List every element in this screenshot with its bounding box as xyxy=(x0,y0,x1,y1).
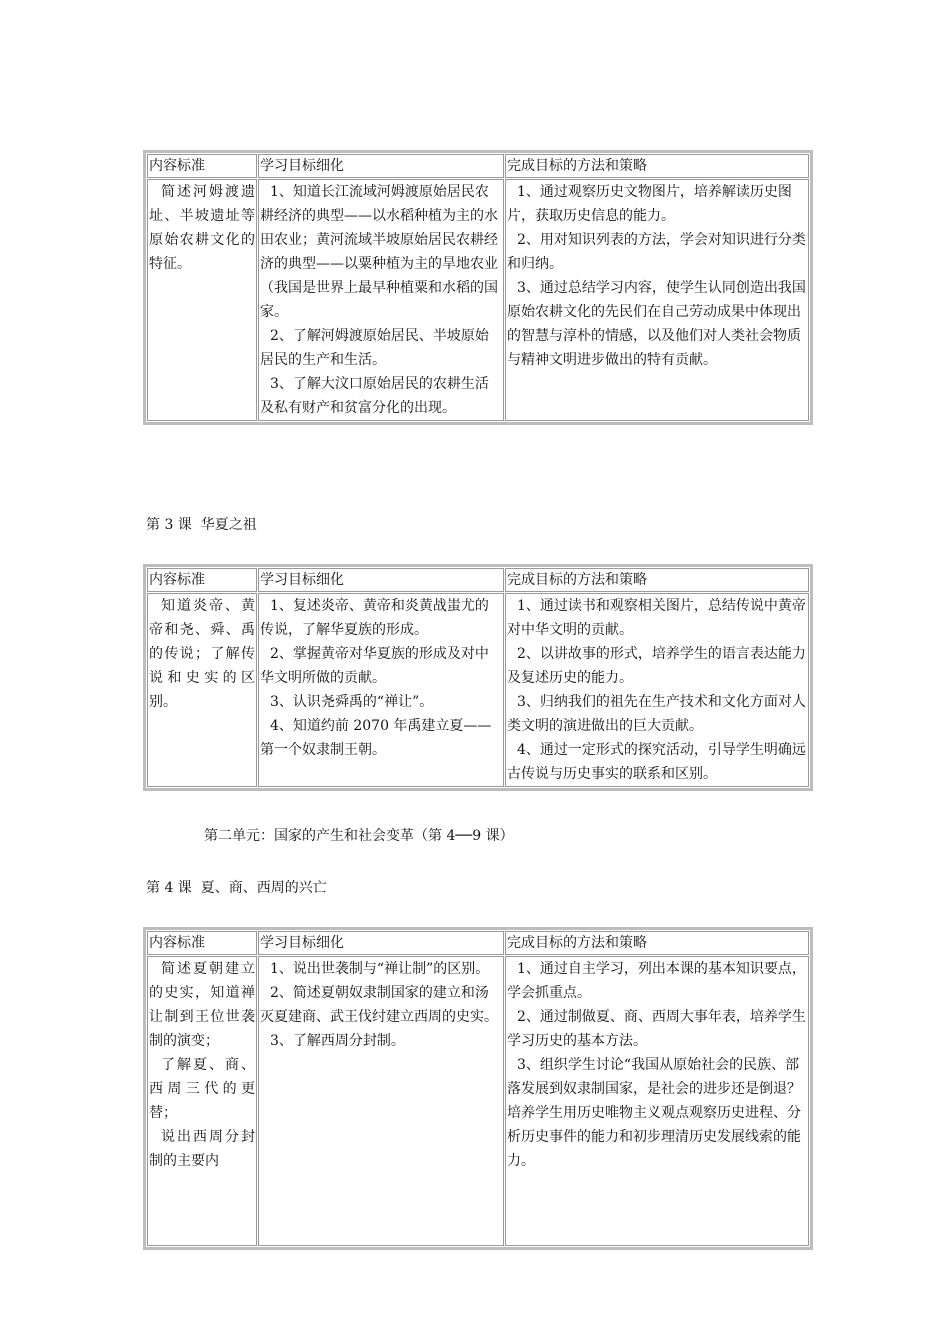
table-lesson4 xyxy=(143,927,813,1250)
method-item: 2、用对知识列表的方法，学会对知识进行分类和归纳。 xyxy=(507,232,806,272)
table-header-row xyxy=(147,568,809,592)
methods-cell xyxy=(505,593,809,787)
header-methods: 完成目标的方法和策略 xyxy=(505,154,809,178)
content-standard-text: 知道炎帝、黄帝和尧、舜、禹的传说；了解传说和史实的区别。 xyxy=(149,598,255,710)
goal-item: 2、了解河姆渡原始居民、半坡原始居民的生产和生活。 xyxy=(260,328,489,368)
learning-goals-cell xyxy=(258,956,504,1246)
method-item: 3、通过总结学习内容，使学生认同创造出我国原始农耕文化的先民们在自己劳动成果中体现出的智慧与淳朴的情感，以及他们对人类社会物质与精神文明进步做出的特有贡献。 xyxy=(507,280,806,368)
content-standard-text: 简述夏朝建立的史实，知道禅让制到王位世袭制的演变； xyxy=(149,961,255,1049)
goal-item: 4、知道约前 2070 年禹建立夏——第一个奴隶制王朝。 xyxy=(260,718,492,758)
method-item: 3、组织学生讨论“我国从原始社会的民族、部落发展到奴隶制国家，是社会的进步还是倒退？培养学生用历史唯物主义观点观察历史进程、分析历史事件的能力和初步理清历史发展线索的能力。 xyxy=(507,1057,801,1169)
header-methods: 完成目标的方法和策略 xyxy=(505,568,809,592)
header-methods: 完成目标的方法和策略 xyxy=(505,931,809,955)
lesson-title: 华夏之祖 xyxy=(200,517,257,533)
methods-cell xyxy=(505,956,809,1246)
content-standard-text: 说出西周分封制的主要内 xyxy=(149,1129,255,1169)
goal-item: 2、简述夏朝奴隶制国家的建立和汤灭夏建商、武王伐纣建立西周的史实。 xyxy=(260,985,498,1025)
table-lesson2 xyxy=(143,150,813,425)
table-header-row xyxy=(147,154,809,178)
unit2-heading: 第二单元：国家的产生和社会变革（第 4──9 课） xyxy=(204,828,514,844)
lesson-title: 夏、商、西周的兴亡 xyxy=(200,880,327,896)
content-standard-cell xyxy=(147,593,257,787)
method-item: 1、通过读书和观察相关图片，总结传说中黄帝对中华文明的贡献。 xyxy=(507,598,806,638)
lesson3-heading xyxy=(146,515,257,535)
table-header-row xyxy=(147,931,809,955)
learning-goals-cell xyxy=(258,179,504,421)
lesson4-heading xyxy=(146,878,327,898)
goal-item: 3、了解大汶口原始居民的农耕生活及私有财产和贫富分化的出现。 xyxy=(260,376,489,416)
method-item: 1、通过自主学习，列出本课的基本知识要点，学会抓重点。 xyxy=(507,961,806,1001)
goal-item: 1、说出世袭制与“禅让制”的区别。 xyxy=(270,961,490,977)
content-standard-cell xyxy=(147,179,257,421)
lesson-number: 第 4 课 xyxy=(146,880,192,896)
method-item: 3、归纳我们的祖先在生产技术和文化方面对人类文明的演进做出的巨大贡献。 xyxy=(507,694,806,734)
goal-item: 2、掌握黄帝对华夏族的形成及对中华文明所做的贡献。 xyxy=(260,646,489,686)
goal-item: 3、了解西周分封制。 xyxy=(270,1033,405,1049)
goal-item: 1、知道长江流域河姆渡原始居民农耕经济的典型——以水稻种植为主的水田农业；黄河流域半坡原始居民农耕经济的典型——以粟种植为主的旱地农业（我国是世界上最早种植粟和水稻的国家。 xyxy=(260,184,498,320)
learning-goals-cell xyxy=(258,593,504,787)
goal-item: 3、认识尧舜禹的“禅让”。 xyxy=(270,694,434,710)
header-content-standard: 内容标准 xyxy=(147,568,257,592)
content-standard-text: 了解夏、商、西周三代的更替； xyxy=(149,1057,255,1121)
method-item: 1、通过观察历史文物图片，培养解读历史图片，获取历史信息的能力。 xyxy=(507,184,792,224)
header-content-standard: 内容标准 xyxy=(147,931,257,955)
header-learning-goals: 学习目标细化 xyxy=(258,154,504,178)
table-lesson3 xyxy=(143,564,813,791)
method-item: 4、通过一定形式的探究活动，引导学生明确远古传说与历史事实的联系和区别。 xyxy=(507,742,806,782)
header-content-standard: 内容标准 xyxy=(147,154,257,178)
goal-item: 1、复述炎帝、黄帝和炎黄战蚩尤的传说，了解华夏族的形成。 xyxy=(260,598,489,638)
header-learning-goals: 学习目标细化 xyxy=(258,568,504,592)
method-item: 2、通过制做夏、商、西周大事年表，培养学生学习历史的基本方法。 xyxy=(507,1009,806,1049)
lesson-number: 第 3 课 xyxy=(146,517,192,533)
header-learning-goals: 学习目标细化 xyxy=(258,931,504,955)
table-row xyxy=(147,593,809,787)
content-standard-cell xyxy=(147,956,257,1246)
table-row xyxy=(147,179,809,421)
methods-cell xyxy=(505,179,809,421)
table-row xyxy=(147,956,809,1246)
content-standard-text: 简述河姆渡遗址、半坡遗址等原始农耕文化的特征。 xyxy=(149,184,255,272)
method-item: 2、以讲故事的形式，培养学生的语言表达能力及复述历史的能力。 xyxy=(507,646,806,686)
